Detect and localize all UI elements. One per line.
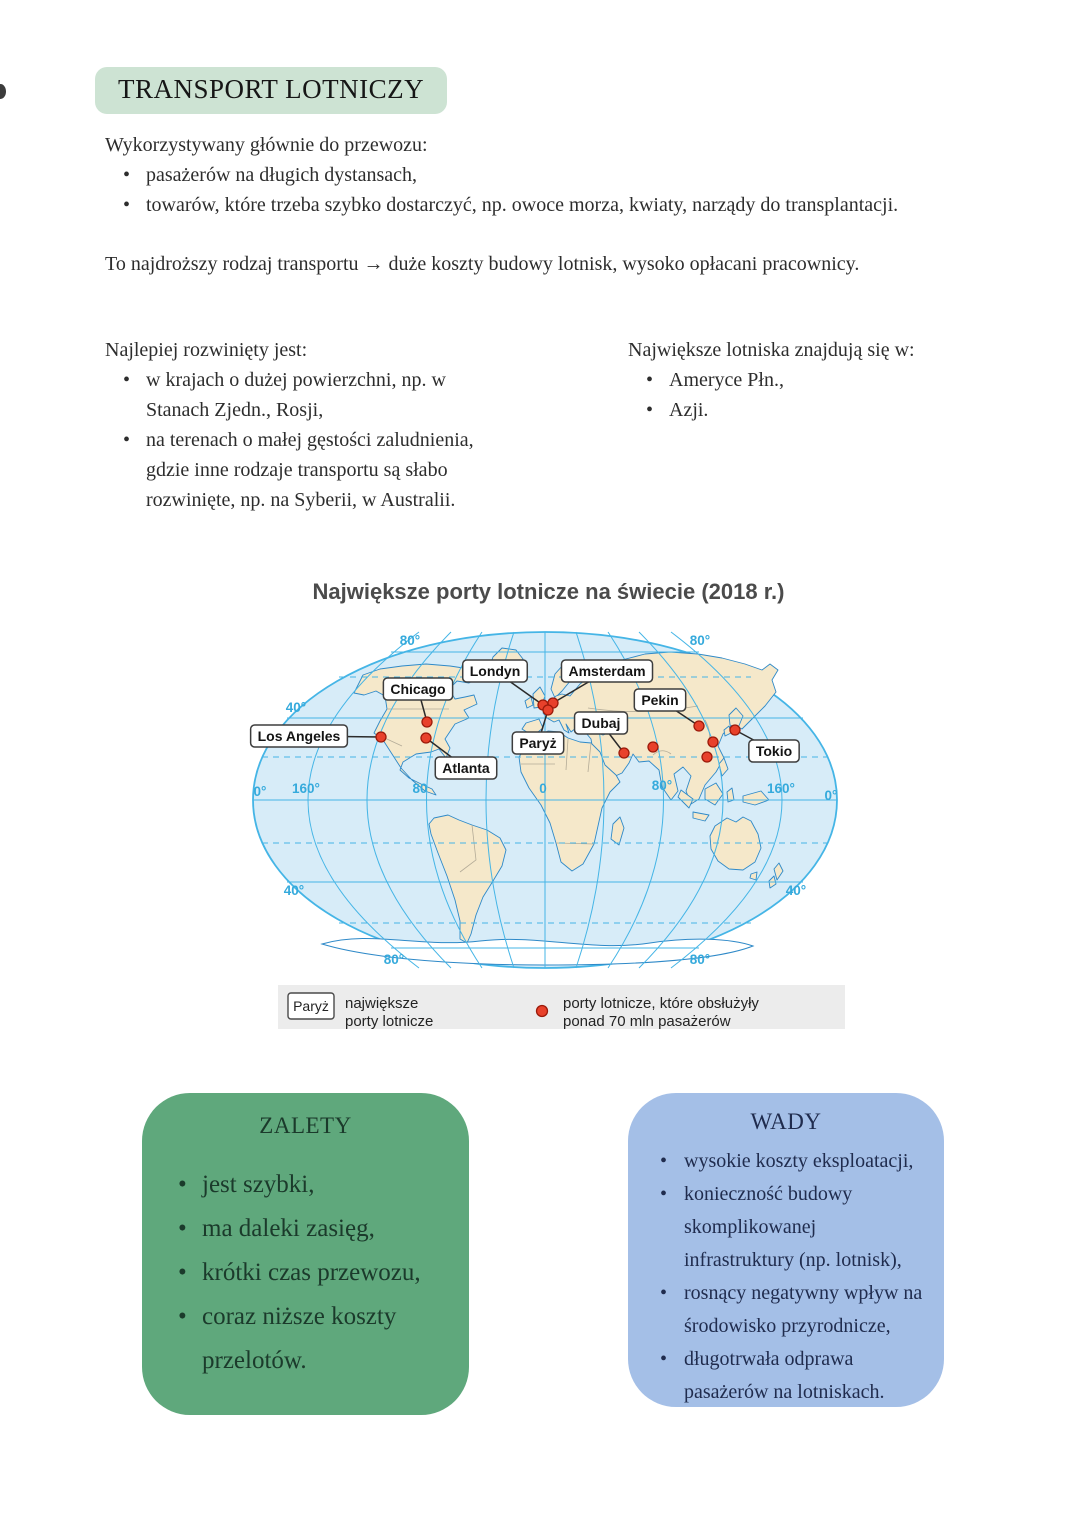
list-item: • w krajach o dużej powierzchni, np. w Stanach Zjedn., Rosji, [105,365,498,425]
graticule-tick-label: 0° [253,784,267,799]
airport-dot [702,752,712,762]
airport-dot-tokio [730,725,740,735]
advantages-card [142,1093,469,1415]
intro-section [105,130,1025,220]
list-item: • Ameryce Płn., [628,365,988,395]
disadvantages-title: WADY [750,1109,822,1134]
graticule-tick-label: 80° [689,952,711,967]
legend-item1-line2: porty lotnicze [345,1013,434,1030]
graticule-tick-label: 0 [539,781,547,796]
intro-lead: Wykorzystywany głównie do przewozu: [105,134,428,156]
list-item: • krótki czas przewozu, [172,1251,449,1295]
graticule-tick-label: 80° [383,952,405,967]
legend-dot-icon [537,1006,548,1017]
airport-dot-los-angeles [376,732,386,742]
graticule-tick-label: 80° [651,778,673,793]
advantages-list [142,1163,469,1383]
city-label: Tokio [755,743,793,759]
list-item: • długotrwała odprawa pasażerów na lotniskach. [654,1343,930,1409]
development-column [105,335,505,515]
advantages-title: ZALETY [259,1113,352,1138]
page-title: TRANSPORT LOTNICZY [95,67,447,114]
graticule-tick-label: 160° [292,781,320,796]
graticule-tick-label: 80° [689,633,711,648]
list-item: • wysokie koszty eksploatacji, [654,1145,930,1178]
city-label: Chicago [390,681,446,697]
city-label: Londyn [469,663,521,679]
legend-item2-line1: porty lotnicze, które obsłużyły [563,995,759,1012]
list-item: • konieczność budowy skomplikowanej infrastruktury (np. lotnisk), [654,1178,930,1277]
list-item: • Azji. [628,395,988,425]
graticule-tick-label: 80° [399,633,421,648]
city-label: Los Angeles [257,728,341,744]
list-item: • rosnący negatywny wpływ na środowisko przyrodnicze, [654,1277,930,1343]
map-figure [250,578,847,1030]
list-item: • pasażerów na długich dystansach, [105,160,1025,190]
page-edge-mark [0,84,6,99]
airport-dot [708,737,718,747]
city-label: Paryż [519,735,557,751]
airport-dot-atlanta [421,733,431,743]
development-list [105,365,505,515]
largest-airports-heading: Największe lotniska znajdują się w: [628,339,915,361]
list-item: • ma daleki zasięg, [172,1207,449,1251]
list-item: • towarów, które trzeba szybko dostarczyć, np. owoce morza, kwiaty, narządy do transplantacji. [105,190,1025,220]
disadvantages-card [628,1093,944,1407]
legend-city-sample: Paryż [293,998,329,1014]
airport-dot-pekin [694,721,704,731]
intro-list [105,160,1025,220]
graticule-tick-label: 0° [824,788,838,803]
city-label: Amsterdam [568,663,646,679]
largest-airports-list [628,365,988,425]
city-label: Pekin [641,692,679,708]
list-item: • jest szybki, [172,1163,449,1207]
graticule-tick-label: 80 [412,781,428,796]
city-label: Atlanta [442,760,490,776]
map-title: Największe porty lotnicze na świecie (2018 r.) [312,579,785,604]
graticule-tick-label: 40° [283,883,305,898]
list-item: • coraz niższe koszty przelotów. [172,1295,449,1383]
city-label: Dubaj [581,715,621,731]
legend-item1-line1: największe [345,995,419,1012]
airport-dot [648,742,658,752]
list-item: • na terenach o małej gęstości zaludnienia, gdzie inne rodzaje transportu są słabo rozwinięte, np. na Syberii, w Australii. [105,425,498,515]
world-map [250,612,847,1030]
disadvantages-list [628,1145,944,1409]
largest-airports-column [628,335,988,425]
graticule-tick-label: 160° [767,781,795,796]
legend-item2-line2: ponad 70 mln pasażerów [563,1013,731,1030]
development-heading: Najlepiej rozwinięty jest: [105,339,308,361]
graticule-tick-label: 40° [785,883,807,898]
cost-note: To najdroższy rodzaj transportu → duże koszty budowy lotnisk, wysoko opłacani pracownicy. [105,253,860,275]
map-legend [278,985,845,1030]
airport-dot-dubaj [619,748,629,758]
airport-dot-paryż [543,705,553,715]
graticule-tick-label: 40° [285,700,307,715]
airport-dot-chicago [422,717,432,727]
